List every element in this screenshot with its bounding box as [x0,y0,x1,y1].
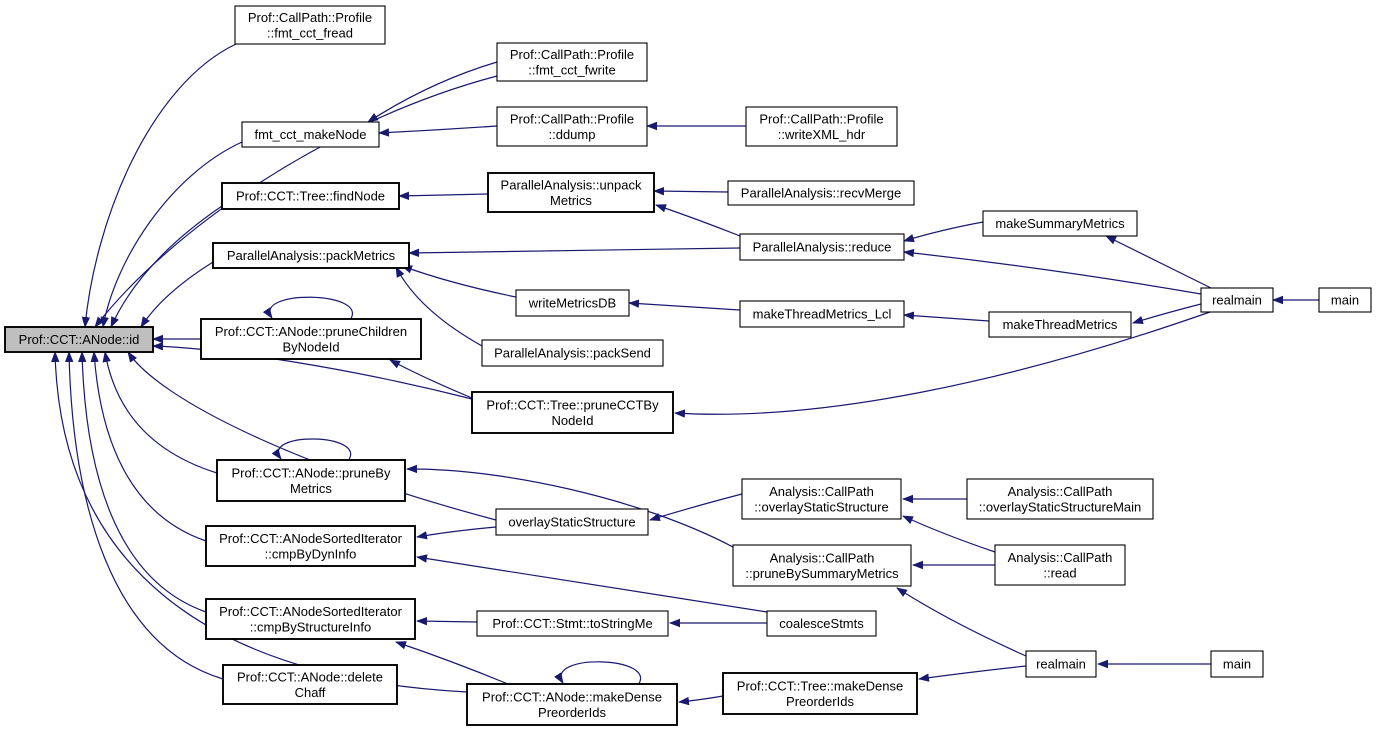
node-label-writeXML-line1: Prof::CallPath::Profile [759,111,884,127]
node-box-reduce[interactable] [740,234,904,260]
node-box-makeDenseANode[interactable] [467,684,677,725]
node-box-cmpByDynInfo[interactable] [206,526,415,566]
graph-node-pruneByMetrics[interactable] [217,460,405,501]
node-label-pruneChildren-line2: ByNodeId [282,339,340,355]
node-box-makeDenseTree[interactable] [723,673,917,714]
node-label-overlayStatic: overlayStaticStructure [508,514,636,530]
node-label-deleteChaff-line1: Prof::CCT::ANode::delete [237,669,383,685]
graph-node-writeXML[interactable] [746,107,897,146]
graph-node-pruneChildren[interactable] [201,319,421,359]
graph-node-makeNode[interactable] [242,122,379,147]
node-label-unpackMetrics-line1: ParallelAnalysis::unpack [500,177,642,193]
graph-node-cmpByStructureInfo[interactable] [206,599,415,639]
node-box-pruneBySummary[interactable] [733,545,911,586]
node-label-ovlAnalysis-line1: Analysis::CallPath [769,484,874,499]
node-label-mainBottom: main [1222,656,1252,672]
edge-read--ovlAnalysis [903,516,995,552]
node-label-writeMetricsDB: writeMetricsDB [528,295,617,311]
graph-node-packMetrics[interactable] [213,243,409,268]
node-box-writeMetricsDB[interactable] [516,290,629,316]
node-label-read-line1: Analysis::CallPath [1007,550,1113,565]
node-box-packMetrics[interactable] [213,243,409,268]
graph-node-deleteChaff[interactable] [223,665,397,704]
self-loop-edge-makeDenseANode--makeDenseANode [561,662,641,685]
node-label-unpackMetrics-line2: Metrics [550,193,592,208]
graph-node-fwrite[interactable] [497,43,647,81]
self-loop-edge-pruneByMetrics--pruneByMetrics [278,439,350,461]
node-box-makeNode[interactable] [242,122,379,147]
node-box-findNode[interactable] [222,183,399,209]
edge-reduce--packMetrics [409,248,740,253]
graph-node-mainTop[interactable] [1319,288,1371,312]
node-label-packSend: ParallelAnalysis::packSend [494,345,651,361]
node-label-toStringMe: Prof::CCT::Stmt::toStringMe [492,616,653,631]
node-label-pruneCCT-line2: NodeId [551,413,594,428]
edge-toStringMe--cmpByStructureInfo [417,621,477,622]
node-label-ddump-line2: ::ddump [548,127,596,142]
graph-node-makeSummaryMetrics[interactable] [983,211,1137,236]
node-label-makeThreadMetricsLcl: makeThreadMetrics_Lcl [752,306,892,322]
graph-node-realmainTop[interactable] [1201,288,1273,312]
graph-node-id[interactable] [5,327,153,352]
node-box-read[interactable] [995,545,1125,585]
node-box-realmainTop[interactable] [1201,288,1273,312]
node-label-pruneChildren-line1: Prof::CCT::ANode::pruneChildren [214,324,408,339]
edge-deleteChaff--id [69,352,223,679]
graph-node-makeDenseANode[interactable] [467,684,677,725]
node-label-makeThreadMetrics: makeThreadMetrics [1002,317,1118,332]
graph-node-mainBottom[interactable] [1211,651,1263,677]
graph-node-writeMetricsDB[interactable] [516,290,629,316]
node-label-read-line2: ::read [1043,565,1077,581]
edge-packMetrics--id [141,262,213,327]
node-label-writeXML-line2: ::writeXML_hdr [777,127,866,142]
node-box-deleteChaff[interactable] [223,665,397,704]
node-label-fread-line1: Prof::CallPath::Profile [247,10,373,25]
graph-node-findNode[interactable] [222,183,399,209]
node-box-makeThreadMetrics[interactable] [989,312,1131,337]
node-label-cmpByDynInfo-line1: Prof::CCT::ANodeSortedIterator [219,531,402,546]
edge-realmainTop--makeSummaryMetrics [1106,236,1211,288]
graph-node-pruneCCT[interactable] [472,392,673,433]
node-label-fwrite-line1: Prof::CallPath::Profile [509,47,635,62]
node-box-pruneCCT[interactable] [472,392,673,433]
graph-node-pruneBySummary[interactable] [733,545,911,586]
node-label-ovlAnalysis-line2: ::overlayStaticStructure [754,499,889,515]
node-box-recvMerge[interactable] [728,181,914,205]
edge-realmainBottom--pruneBySummary [897,588,1026,656]
edge-overlayStatic--cmpByDynInfo [417,527,496,537]
node-box-makeThreadMetricsLcl[interactable] [740,301,904,327]
node-label-cmpByStructureInfo-line2: ::cmpByStructureInfo [249,619,372,635]
graph-node-fread[interactable] [235,6,385,44]
node-label-pruneBySummary-line2: ::pruneBySummaryMetrics [745,566,899,581]
node-box-realmainBottom[interactable] [1026,651,1096,677]
node-label-fread-line2: ::fmt_cct_fread [267,25,353,41]
node-label-findNode: Prof::CCT::Tree::findNode [235,188,386,204]
node-label-makeSummaryMetrics: makeSummaryMetrics [995,216,1125,231]
node-box-ovlMain[interactable] [967,479,1153,519]
node-box-mainTop[interactable] [1319,288,1371,312]
node-label-makeNode: fmt_cct_makeNode [254,127,367,142]
node-label-ovlMain-line2: ::overlayStaticStructureMain [978,499,1142,515]
graph-node-overlayStatic[interactable] [496,509,648,535]
graph-node-makeThreadMetrics[interactable] [989,312,1131,337]
node-label-mainTop: main [1330,292,1360,308]
node-box-makeSummaryMetrics[interactable] [983,211,1137,236]
edge-makeDenseANode--cmpByStructureInfo [396,642,508,684]
node-label-ddump-line1: Prof::CallPath::Profile [509,111,635,127]
node-label-pruneBySummary-line1: Analysis::CallPath [769,550,875,566]
node-box-overlayStatic[interactable] [496,509,648,535]
edge-fread--id [85,44,236,327]
node-label-pruneByMetrics-line2: Metrics [290,481,332,496]
node-label-coalesceStmts: coalesceStmts [779,616,864,631]
graph-node-makeThreadMetricsLcl[interactable] [740,301,904,327]
node-box-mainBottom[interactable] [1211,651,1263,677]
edge-recvMerge--unpackMetrics [654,191,728,192]
node-label-recvMerge: ParallelAnalysis::recvMerge [740,185,902,201]
node-label-makeDenseTree-line2: PreorderIds [786,694,854,709]
edge-pruneCCT--pruneChildren [390,360,472,398]
graph-node-recvMerge[interactable] [728,181,914,205]
node-label-id: Prof::CCT::ANode::id [18,332,140,347]
edge-ovlAnalysis--overlayStatic [650,494,742,520]
node-box-writeXML[interactable] [746,107,897,146]
graph-node-makeDenseTree[interactable] [723,673,917,714]
graph-node-coalesceStmts[interactable] [767,611,876,636]
edge-makeDenseTree--makeDenseANode [679,696,723,702]
edge-realmainTop--makeThreadMetrics [1133,304,1201,323]
node-box-pruneByMetrics[interactable] [217,460,405,501]
node-label-makeDenseANode-line2: PreorderIds [538,705,606,720]
edge-coalesceStmts--cmpByDynInfo [417,557,767,612]
node-label-makeDenseANode-line1: Prof::CCT::ANode::makeDense [482,689,662,705]
node-label-pruneCCT-line1: Prof::CCT::Tree::pruneCCTBy [486,397,659,413]
edge-realmainTop--reduce [904,252,1201,294]
graph-node-packSend[interactable] [482,340,663,366]
edge-pruneByMetrics--id [105,352,217,473]
edge-ddump--makeNode [379,126,497,133]
edge-fwrite--makeNode [368,62,497,122]
node-box-toStringMe[interactable] [477,611,668,636]
self-loop-edge-pruneChildren--pruneChildren [270,297,353,320]
edge-unpackMetrics--findNode [399,194,488,196]
edge-writeMetricsDB--packMetrics [402,266,516,297]
node-label-fwrite-line2: ::fmt_cct_fwrite [528,62,616,78]
graph-node-toStringMe[interactable] [477,611,668,636]
graph-node-unpackMetrics[interactable] [488,173,654,212]
node-box-fwrite[interactable] [497,43,647,81]
node-box-coalesceStmts[interactable] [767,611,876,636]
edge-cmpByStructureInfo--id [82,352,206,612]
graph-node-ddump[interactable] [497,107,647,146]
graph-node-reduce[interactable] [740,234,904,260]
graph-node-realmainBottom[interactable] [1026,651,1096,677]
graph-node-ovlMain[interactable] [967,479,1153,519]
edge-makeNode--id [103,142,242,327]
node-box-cmpByStructureInfo[interactable] [206,599,415,639]
graph-node-ovlAnalysis[interactable] [742,479,901,519]
node-box-id[interactable] [5,327,153,352]
node-label-deleteChaff-line2: Chaff [294,685,326,700]
edge-realmainBottom--makeDenseTree [919,666,1026,679]
node-box-ddump[interactable] [497,107,647,146]
node-label-realmainBottom: realmain [1036,656,1086,672]
edge-makeDenseANode--id [55,352,467,692]
node-label-packMetrics: ParallelAnalysis::packMetrics [226,248,396,263]
node-label-pruneByMetrics-line1: Prof::CCT::ANode::pruneBy [231,465,391,481]
node-label-realmainTop: realmain [1212,292,1262,308]
node-label-makeDenseTree-line1: Prof::CCT::Tree::makeDense [736,678,904,694]
node-box-ovlAnalysis[interactable] [742,479,901,519]
graph-node-read[interactable] [995,545,1125,585]
node-label-reduce: ParallelAnalysis::reduce [752,239,892,255]
edge-makeThreadMetricsLcl--writeMetricsDB [629,303,740,310]
node-box-unpackMetrics[interactable] [488,173,654,212]
edge-makeThreadMetrics--makeThreadMetricsLcl [904,315,989,321]
node-label-cmpByDynInfo-line2: ::cmpByDynInfo [264,546,357,562]
node-label-cmpByStructureInfo-line1: Prof::CCT::ANodeSortedIterator [219,604,402,619]
graph-node-cmpByDynInfo[interactable] [206,526,415,566]
node-box-packSend[interactable] [482,340,663,366]
edge-makeSummaryMetrics--reduce [904,222,983,241]
node-box-pruneChildren[interactable] [201,319,421,359]
node-label-ovlMain-line1: Analysis::CallPath [1007,484,1113,499]
node-box-fread[interactable] [235,6,385,44]
edge-reduce--unpackMetrics [656,205,740,236]
